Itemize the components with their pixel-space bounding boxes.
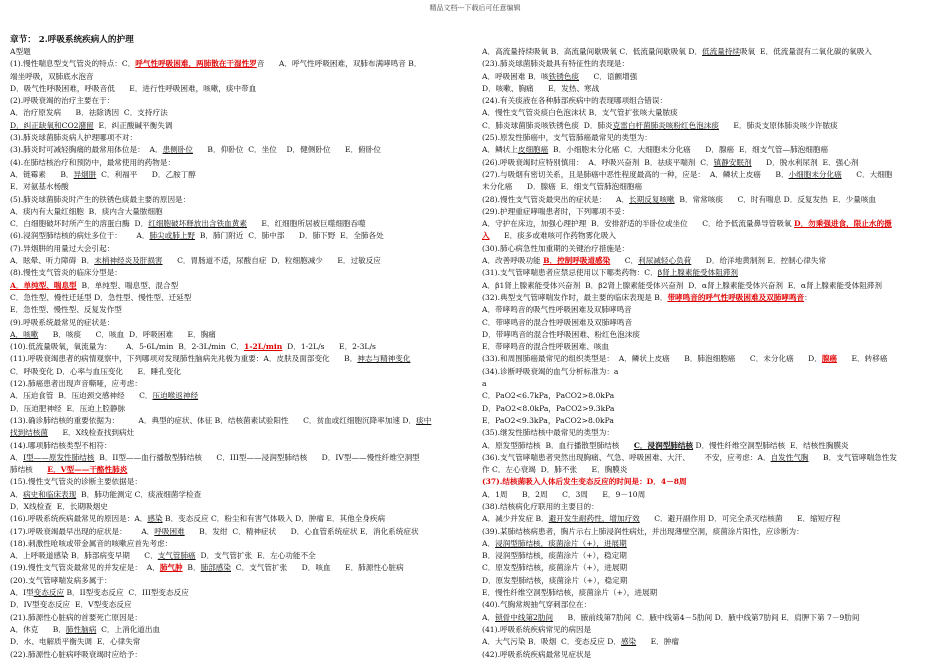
text-segment: 自发性气胸 bbox=[770, 452, 809, 462]
text-line bbox=[482, 501, 944, 513]
text-segment: 找到结核菌 bbox=[10, 428, 48, 438]
text-segment: A．休克 B． bbox=[10, 624, 66, 634]
text-segment: B．常常咳痰 C．时有喘息 D．反复发热 E．少量咳血 bbox=[674, 194, 877, 204]
text-line bbox=[482, 440, 944, 452]
text-segment: C．大细胞 bbox=[841, 169, 893, 179]
text-line bbox=[10, 230, 472, 242]
text-segment: (42).呼吸系统疾病最常见症状是 bbox=[482, 649, 592, 659]
text-line bbox=[482, 144, 944, 156]
text-segment: (16).呼吸系统疾病最常见的原因是：A． bbox=[10, 514, 148, 524]
text-line bbox=[10, 58, 472, 70]
text-line bbox=[482, 83, 944, 95]
text-line bbox=[10, 255, 472, 267]
text-line bbox=[10, 243, 472, 255]
text-line bbox=[482, 452, 944, 464]
text-segment: B．支气管哮喘急性发 bbox=[808, 452, 897, 462]
text-segment: 吸氧 E．低流量混有二氧化碳的氧吸入 bbox=[740, 47, 872, 56]
text-segment: (9).呼吸系统最常见的症状是： bbox=[10, 317, 115, 327]
text-line bbox=[482, 612, 944, 624]
text-segment: B．浸润型肺结核，痰菌涂片（+），稳定期 bbox=[482, 551, 627, 561]
text-segment: (2).呼吸衰竭的治疗主要在于： bbox=[10, 96, 115, 106]
text-segment: (33).和周围肺癌最常见的组织类型是： A．鳞状上皮癌 B．肺泡细胞癌 C．未分化癌 D． bbox=[482, 354, 822, 364]
text-segment: C．支气管扩张 D．咳血 E．肺源性心脏病 bbox=[230, 563, 404, 573]
text-line bbox=[482, 206, 944, 218]
text-line bbox=[482, 587, 944, 599]
text-segment: A．守护在床边，加强心理护理 B．安排舒适的半卧位或坐位 C．给予低流量鼻导管吸氧 bbox=[482, 219, 794, 229]
text-line bbox=[10, 353, 472, 365]
text-segment: (3).肺炎球菌肺炎病人护理哪项不对： bbox=[10, 133, 138, 143]
text-line bbox=[10, 71, 472, 83]
text-segment: D．带哮鸣音的混合性呼吸困难、粉红色泡沫痰 bbox=[482, 329, 640, 339]
text-line bbox=[482, 526, 944, 538]
text-segment: 肺气肿 bbox=[159, 563, 183, 573]
text-segment: (40).气胸常规抽气穿刺部位在： bbox=[482, 600, 592, 610]
text-segment: 腺癌 bbox=[821, 354, 838, 364]
text-segment: (6).浸润型肺结核的病灶多位于： A． bbox=[10, 231, 150, 241]
text-segment: C．急性型、慢性迁延型 D．急性型、慢性型、迁延型 bbox=[10, 292, 192, 302]
text-segment: A．I型 bbox=[10, 588, 34, 598]
text-segment: A．眩晕、听力障碍 B． bbox=[10, 256, 95, 266]
text-segment: 红细胞破坏释放出含铁血黄素 bbox=[148, 219, 247, 229]
text-line bbox=[482, 415, 944, 427]
text-segment: 利尿减轻心负荷 bbox=[638, 256, 692, 266]
text-segment: (12).肺癌患者出现声音嘶哑，应考虑： bbox=[10, 379, 142, 389]
text-line bbox=[482, 218, 944, 230]
text-segment: E．X线检查找到病灶 bbox=[47, 428, 135, 438]
text-segment: (32).典型支气管哮喘发作时，最主要的临床表现是 B． bbox=[482, 292, 668, 302]
text-segment: (22).肺源性心脏病呼吸衰竭时应给予： bbox=[10, 649, 142, 659]
text-line bbox=[10, 157, 472, 169]
text-line bbox=[482, 599, 944, 611]
text-segment: B．发绀 C．精神症状 D．心血管系统症状 E．消化系统症状 bbox=[184, 526, 419, 536]
text-line bbox=[10, 144, 472, 156]
text-segment: 病史和临床表现 bbox=[23, 489, 77, 499]
text-segment: (18).刺激性呛咳或带金属音的咳嗽应首先考虑： bbox=[10, 538, 173, 548]
text-segment: C．上消化道出血 bbox=[96, 624, 161, 634]
text-line bbox=[482, 317, 944, 329]
text-line bbox=[482, 71, 944, 83]
text-segment: D．纠正缺氧和CO2潴留 bbox=[10, 120, 94, 130]
text-segment: A． bbox=[10, 452, 24, 462]
text-segment: E．PaO2<9.3kPa，PaCO2>8.0kPa bbox=[482, 415, 614, 425]
text-segment: (14).哪项肺结核类型不相符： bbox=[10, 440, 112, 450]
text-segment: (7).异烟肼的用量过大会引起： bbox=[10, 243, 115, 253]
text-segment: D．PaO2<8.0kPa，PaCO2>9.3kPa bbox=[482, 403, 615, 413]
text-segment: 肺性脑病 bbox=[65, 624, 97, 634]
text-segment: D．脱水利尿剂 E．强心剂 bbox=[751, 157, 859, 167]
text-segment: (30).肺心病急性加重期的关键治疗措施是： bbox=[482, 243, 630, 253]
text-segment: B．控制呼吸道感染 bbox=[543, 256, 611, 266]
text-segment: D．支气管扩张 E．左心功能不全 bbox=[195, 551, 316, 561]
text-segment: C．浸润型肺结核 bbox=[633, 440, 694, 450]
text-segment: E．纠正酸碱平衡失调 bbox=[93, 120, 173, 130]
text-segment: 支气管肺癌 bbox=[157, 551, 196, 561]
text-segment: 音 A．呼气性呼吸困难，双肺布满哮鸣音 B． bbox=[256, 59, 422, 69]
text-segment: C．语颤增强 bbox=[579, 71, 638, 81]
text-line bbox=[482, 280, 944, 292]
text-segment: (39).某肺结核病患者，胸片示右上肺浸润性病灶，并出现薄壁空洞，痰菌涂片阳性，应诊断为： bbox=[482, 526, 804, 536]
text-segment: C．利福平 D．乙胺丁醇 bbox=[96, 169, 196, 179]
text-segment: (36).支气管哮喘患者突然出现胸痛、气急、呼吸困难、大汗、 不安，应考虑：A． bbox=[482, 452, 771, 462]
text-segment: A．1周 B．2周 C．3周 E．9－10周 bbox=[482, 489, 646, 499]
text-line bbox=[10, 427, 472, 439]
text-line bbox=[482, 58, 944, 70]
text-segment: E．V型——干酪性肺炎 bbox=[47, 465, 128, 475]
text-line bbox=[482, 624, 944, 636]
text-line bbox=[10, 132, 472, 144]
text-segment: 未分化癌 D．腺癌 E．细支气管肺泡细胞癌 bbox=[482, 182, 643, 192]
text-segment: D．IV型变态反应 E．V型变态反应 bbox=[10, 600, 132, 610]
text-line bbox=[10, 181, 472, 193]
text-line bbox=[482, 292, 944, 304]
text-segment: D．咳嗽、胸痛 E．发热、寒战 bbox=[482, 83, 600, 93]
text-line bbox=[482, 390, 944, 402]
text-segment: (20).支气管哮喘发病多属于： bbox=[10, 575, 112, 585]
text-segment: (24).有关痰液在各种肺部疾病中的表现哪项组合错误： bbox=[482, 96, 668, 106]
text-segment: 末梢神经炎及肝损害 bbox=[94, 256, 163, 266]
text-segment: A． bbox=[10, 489, 24, 499]
text-line bbox=[482, 649, 944, 661]
text-segment: D．水、电解质平衡失调 E．心律失常 bbox=[10, 637, 141, 647]
text-line bbox=[10, 107, 472, 119]
text-segment: D．勿乘强进食，限止水的摄 bbox=[793, 219, 892, 229]
text-segment: 长期反复咳嗽 bbox=[629, 194, 675, 204]
text-segment: (13).确诊肺结核的重要依据为： A．典型的症状、体征 B．结核菌素试验阳性 C．贫血或红细胞沉降率加速 D． bbox=[10, 415, 417, 425]
text-line bbox=[482, 636, 944, 648]
text-line bbox=[482, 230, 944, 242]
text-line bbox=[482, 427, 944, 439]
text-line bbox=[10, 267, 472, 279]
text-segment: D．给洋地黄制剂 E．控制心律失常 bbox=[691, 256, 827, 266]
text-segment: 呼气性呼吸困难，两肺散在干湿性罗 bbox=[135, 59, 257, 69]
text-segment: 入 bbox=[482, 231, 490, 241]
text-line bbox=[482, 132, 944, 144]
text-segment: (31).支气管哮喘患者应禁忌使用以下哪类药物：C． bbox=[482, 268, 658, 278]
text-line bbox=[10, 292, 472, 304]
text-line bbox=[10, 218, 472, 230]
text-segment: D．X线检查 E．长期吸烟史 bbox=[10, 501, 108, 511]
text-line bbox=[10, 390, 472, 402]
text-line bbox=[10, 378, 472, 390]
text-segment: B．仰卧位 C．坐位 D．健侧卧位 E．俯卧位 bbox=[192, 145, 381, 155]
text-line bbox=[10, 612, 472, 624]
text-segment: 呼吸困难 bbox=[154, 526, 185, 536]
text-line bbox=[10, 575, 472, 587]
text-segment: (15).慢性支气管炎的诊断主要依据是： bbox=[10, 477, 142, 487]
text-segment: 避开发生耐药性，增加疗效 bbox=[548, 514, 640, 524]
text-segment: B．II型变态反应 C．III型变态反应 bbox=[64, 588, 189, 598]
text-segment: (3).肺炎时可减轻胸痛的最常用体位是： A． bbox=[10, 145, 163, 155]
text-line bbox=[10, 624, 472, 636]
text-segment: A．治疗原发病 B．祛除诱因 C．支持疗法 bbox=[10, 108, 168, 118]
text-segment: (38).结核病化疗联用的主要目的： bbox=[482, 501, 599, 511]
text-line bbox=[10, 83, 472, 95]
text-line bbox=[482, 476, 944, 488]
text-segment: 肺结核 bbox=[10, 465, 48, 475]
text-segment: E．肿瘤 bbox=[636, 637, 679, 647]
text-line bbox=[482, 550, 944, 562]
text-segment: 镇静安眠剂 bbox=[713, 157, 752, 167]
text-line bbox=[482, 267, 944, 279]
text-line bbox=[482, 366, 944, 378]
text-segment: C．原发型肺结核，痰菌涂片（+），进展期 bbox=[482, 563, 628, 573]
text-line bbox=[10, 169, 472, 181]
text-line bbox=[482, 353, 944, 365]
text-segment: 锁骨中线第2肋间 bbox=[495, 612, 554, 622]
text-segment: A．咳嗽 bbox=[10, 329, 39, 339]
text-segment: 变态反应 bbox=[33, 588, 65, 598]
text-segment: A．呼吸困难 B．咳 bbox=[482, 71, 549, 81]
text-segment: (5).肺炎球菌肺炎时产生的铁锈色痰最主要的原因是： bbox=[10, 194, 191, 204]
text-segment: E．转移癌 bbox=[837, 354, 888, 364]
text-segment: D．吸气性呼吸困难，呼吸音低 E．进行性呼吸困难，咳嗽，痰中带血 bbox=[10, 83, 257, 93]
text-line bbox=[10, 329, 472, 341]
text-segment: A． bbox=[482, 538, 496, 548]
text-segment: 小细胞未分化癌 bbox=[788, 169, 842, 179]
text-segment: 端坐呼吸，双肺底水泡音 bbox=[10, 71, 94, 81]
text-line bbox=[482, 464, 944, 476]
text-segment: 1-2L/min bbox=[244, 342, 283, 352]
text-segment: (34).诊断呼吸衰竭的血气分析标准为：a bbox=[482, 366, 619, 376]
text-segment: A．原发型肺结核 B．血行播散型肺结核 bbox=[482, 440, 634, 450]
text-segment: C．呼吸变化 D．心率与血压变化 E．睡孔变化 bbox=[10, 366, 182, 376]
text-segment: C． bbox=[610, 256, 639, 266]
text-segment: A．带哮鸣音的吸气性呼吸困难及双肺哮鸣音 bbox=[482, 305, 632, 315]
text-segment: A．β1肾上腺素能受体兴奋剂 B．β2肾上腺素能受体兴奋剂 D．α肾上腺素能受体兴奋剂 E．α肾上腺素能受体阻滞剂 bbox=[482, 280, 882, 290]
text-segment: E．急性型、慢性型、反复发作型 bbox=[10, 305, 122, 315]
text-line bbox=[10, 366, 472, 378]
text-segment: A．鳞状上 bbox=[482, 145, 518, 155]
text-segment: E．慢性纤维空洞型肺结核，痰菌涂片（+），进展期 bbox=[482, 588, 658, 598]
text-segment: 作 C．左心衰竭 D．肺不张 E．胸膜炎 bbox=[482, 465, 628, 475]
text-segment: A．减少并发症 B． bbox=[482, 514, 549, 524]
text-segment: A．慢性支气管炎痰白色泡沫状 B．支气管扩张咳大量脓痰 bbox=[482, 108, 678, 118]
text-segment: 患侧卧位 bbox=[162, 145, 193, 155]
text-line bbox=[10, 513, 472, 525]
text-segment: A．高流量持续吸氧 B．高流量间歇吸氧 C．低流量间歇吸氧 D． bbox=[482, 47, 703, 56]
text-segment: C．PaO2<6.7kPa，PaCO2>8.0kPa bbox=[482, 391, 615, 401]
text-line bbox=[10, 476, 472, 488]
right-column bbox=[482, 46, 944, 661]
text-line bbox=[10, 120, 472, 132]
text-segment: B．腋前线第7肋间 C．腋中线第4－5肋间 D．腋中线第7肋间 E．肩胛下第 7－9肋间 bbox=[553, 612, 860, 622]
text-segment: 压迫喉返神经 bbox=[152, 391, 199, 401]
text-segment: (1).慢性喘息型支气管炎的特点：C． bbox=[10, 59, 136, 69]
text-segment: (25).原发性肺癌中，支气管肺癌最常见的类型为： bbox=[482, 133, 652, 143]
text-segment: 克雷白杆菌肺炎咳粉红色泡沫痰 bbox=[612, 120, 719, 130]
text-segment: I型——原发性肺结核 bbox=[23, 452, 95, 462]
text-line bbox=[10, 46, 472, 58]
text-segment: B．咳痰 C．咳血 D．呼吸困难 E．胸痛 bbox=[38, 329, 216, 339]
text-line bbox=[482, 341, 944, 353]
text-segment: a bbox=[482, 379, 487, 389]
text-line bbox=[10, 636, 472, 648]
text-line bbox=[10, 489, 472, 501]
text-line bbox=[10, 440, 472, 452]
text-segment: D．1-2L/s E．2-3L/s bbox=[282, 342, 376, 352]
text-segment: B．肺门附近 C．肺中部 D．肺下野 E．全肺各处 bbox=[195, 231, 384, 241]
text-line bbox=[10, 562, 472, 574]
text-segment: A．痰内有大量红细胞 B．痰内含大量脓细胞 bbox=[10, 206, 163, 216]
text-line bbox=[482, 95, 944, 107]
text-line bbox=[482, 538, 944, 550]
text-line bbox=[10, 550, 472, 562]
text-line bbox=[10, 599, 472, 611]
text-line bbox=[10, 403, 472, 415]
text-segment: (26).呼吸衰竭时应特别慎用： A．呼吸兴奋剂 B．祛痰平喘剂 C． bbox=[482, 157, 714, 167]
text-line bbox=[482, 46, 944, 58]
text-segment: C．白细胞破坏时所产生的溶蛋白酶 D． bbox=[10, 219, 149, 229]
text-segment: A．压迫食管 B．压迫颈交感神经 C． bbox=[10, 391, 153, 401]
text-line bbox=[482, 194, 944, 206]
text-segment: (27).与吸烟有密切关系，且是肺癌中恶性程度最高的一种，应是： A．鳞状上皮癌 B． bbox=[482, 169, 789, 179]
text-line bbox=[10, 415, 472, 427]
text-segment: E．肺炎支原体肺炎咳少许脓痰 bbox=[718, 120, 838, 130]
text-line bbox=[482, 181, 944, 193]
text-segment: 肺尖或肺上野 bbox=[149, 231, 196, 241]
text-segment: B． bbox=[182, 563, 201, 573]
text-segment: B．单纯型、喘息型、混合型 bbox=[76, 280, 179, 290]
text-segment: 浸润型肺结核，痰菌涂片（+），进展期 bbox=[495, 538, 627, 548]
text-segment: C．肺炎球菌肺炎咳铁锈色痰 D．肺炎 bbox=[482, 120, 613, 130]
text-segment: (37).结核菌吸入人体后发生变态反应的时间是：D．4－8周 bbox=[482, 477, 687, 487]
text-line bbox=[10, 341, 472, 353]
text-segment: β肾上腺素能受体阻滞剂 bbox=[657, 268, 739, 278]
text-segment: E．带哮鸣音的混合性呼吸困难、咳血 bbox=[482, 342, 610, 352]
text-segment: (28).慢性支气管炎最突出的症状是： A． bbox=[482, 194, 630, 204]
text-line bbox=[10, 452, 472, 464]
page-header: 精品文档---下载后可任意编辑 bbox=[429, 4, 521, 12]
text-line bbox=[10, 95, 472, 107]
text-line bbox=[10, 194, 472, 206]
text-segment: A．链霉素 B． bbox=[10, 169, 74, 179]
text-line bbox=[482, 562, 944, 574]
text-line bbox=[482, 243, 944, 255]
text-segment: ： bbox=[804, 292, 812, 302]
text-segment: (11).呼吸衰竭患者的病情观察中，下列哪项对发现肺性脑病先兆极为重要：A．皮肤及面部变化 B． bbox=[10, 354, 358, 364]
text-line bbox=[10, 526, 472, 538]
text-segment: A． bbox=[482, 612, 496, 622]
text-line bbox=[482, 304, 944, 316]
text-segment: (41).呼吸系统疾病常见的病因是 bbox=[482, 624, 592, 634]
text-segment: C．胃肠道不适，尿酸自症 D．粒细胞减少 E．过敏反应 bbox=[162, 256, 381, 266]
text-line bbox=[482, 403, 944, 415]
text-segment: 低流量持续 bbox=[702, 47, 741, 56]
text-line bbox=[482, 120, 944, 132]
text-segment: C．带哮鸣音的混合性呼吸困难及双肺哮鸣音 bbox=[482, 317, 633, 327]
left-column bbox=[10, 46, 472, 661]
text-line bbox=[10, 206, 472, 218]
text-line bbox=[10, 587, 472, 599]
text-segment: 痰中 bbox=[416, 415, 432, 425]
text-segment: (23).肺炎球菌肺炎最具有特征性的表现是： bbox=[482, 59, 630, 69]
text-segment: B．变态反应 C．粉尘和有害气体吸入 D．肿瘤 E．其他全身疾病 bbox=[162, 514, 386, 524]
text-line bbox=[482, 157, 944, 169]
text-segment: A．大气污染 B．吸烟 C．变态反应 D． bbox=[482, 637, 621, 647]
text-line bbox=[482, 575, 944, 587]
text-line bbox=[482, 489, 944, 501]
text-line bbox=[10, 649, 472, 661]
text-line bbox=[482, 169, 944, 181]
text-segment: (19).慢性支气管炎最常见的并发症是： A． bbox=[10, 563, 160, 573]
text-segment: (4).在肺结核治疗和预防中，最常使用的药物是： bbox=[10, 157, 176, 167]
text-line bbox=[10, 317, 472, 329]
text-line bbox=[10, 280, 472, 292]
text-line bbox=[10, 538, 472, 550]
text-segment: 感染 bbox=[620, 637, 637, 647]
text-segment: B．II型——血行播散型肺结核 C．III型——浸润型肺结核 D．IV型——慢性纤维空洞型 bbox=[94, 452, 420, 462]
text-segment: A．上呼吸道感染 B．肺部病变早期 C． bbox=[10, 551, 158, 561]
text-segment: C．避开副作用 D．可完全杀灭结核菌 E．缩短疗程 bbox=[639, 514, 841, 524]
text-segment: D．慢性纤维空洞型肺结核 E．结核性胸膜炎 bbox=[693, 440, 849, 450]
text-segment: E．对氨基水杨酸 bbox=[10, 182, 69, 192]
text-segment: 肺部感染 bbox=[200, 563, 231, 573]
text-segment: (10).低流量吸氧，氧流量为： A．5-6L/min B．2-3L/min C． bbox=[10, 342, 245, 352]
text-line bbox=[10, 464, 472, 476]
text-segment: 皮细胞癌 bbox=[517, 145, 549, 155]
text-segment: B．肺功能测定 C．痰液细菌学检查 bbox=[76, 489, 202, 499]
text-line bbox=[10, 501, 472, 513]
text-line bbox=[10, 304, 472, 316]
text-segment: A．单纯型、喘息型 bbox=[10, 280, 77, 290]
text-segment: B．小细胞未分化癌 C．大细胞未分化癌 D．腺癌 E．细支气管—肺泡细胞癌 bbox=[548, 145, 829, 155]
text-segment: A．改善呼吸功能 bbox=[482, 256, 544, 266]
text-segment: E．痰多或难咳可作药物雾化吸入 bbox=[489, 231, 616, 241]
text-segment: (29).护理重症哮喘患者时，下列哪项不妥： bbox=[482, 206, 630, 216]
text-segment: 带哮鸣音的呼气性呼吸困难及双肺哮鸣音 bbox=[667, 292, 805, 302]
text-line bbox=[482, 513, 944, 525]
text-segment: A型题 bbox=[10, 47, 31, 56]
text-segment: 异烟肼 bbox=[73, 169, 97, 179]
section-title: 章节： 2.呼吸系统疾病人的护理 bbox=[10, 35, 134, 45]
text-line bbox=[482, 107, 944, 119]
text-segment: (8).慢性支气管炎的临床分型是： bbox=[10, 268, 122, 278]
text-segment: 感染 bbox=[147, 514, 163, 524]
text-segment: (17).呼吸衰竭最早出现的症状是： A． bbox=[10, 526, 155, 536]
text-segment: 神志与精神变化 bbox=[357, 354, 411, 364]
text-line bbox=[482, 329, 944, 341]
text-segment: E．红细胞所居被巨噬细胞吞噬 bbox=[246, 219, 366, 229]
text-segment: (21).肺源性心脏病的首要死亡原因是： bbox=[10, 612, 142, 622]
text-segment: (35).继发性肺结核中最常见的类型为： bbox=[482, 428, 614, 438]
text-segment: D．原发型肺结核，痰菌涂片（+），稳定期 bbox=[482, 575, 628, 585]
text-segment: 铁锈色痰 bbox=[548, 71, 580, 81]
text-line bbox=[482, 378, 944, 390]
text-line bbox=[482, 255, 944, 267]
text-segment: D．压迫肥神经 E．压迫上腔静脉 bbox=[10, 403, 126, 413]
